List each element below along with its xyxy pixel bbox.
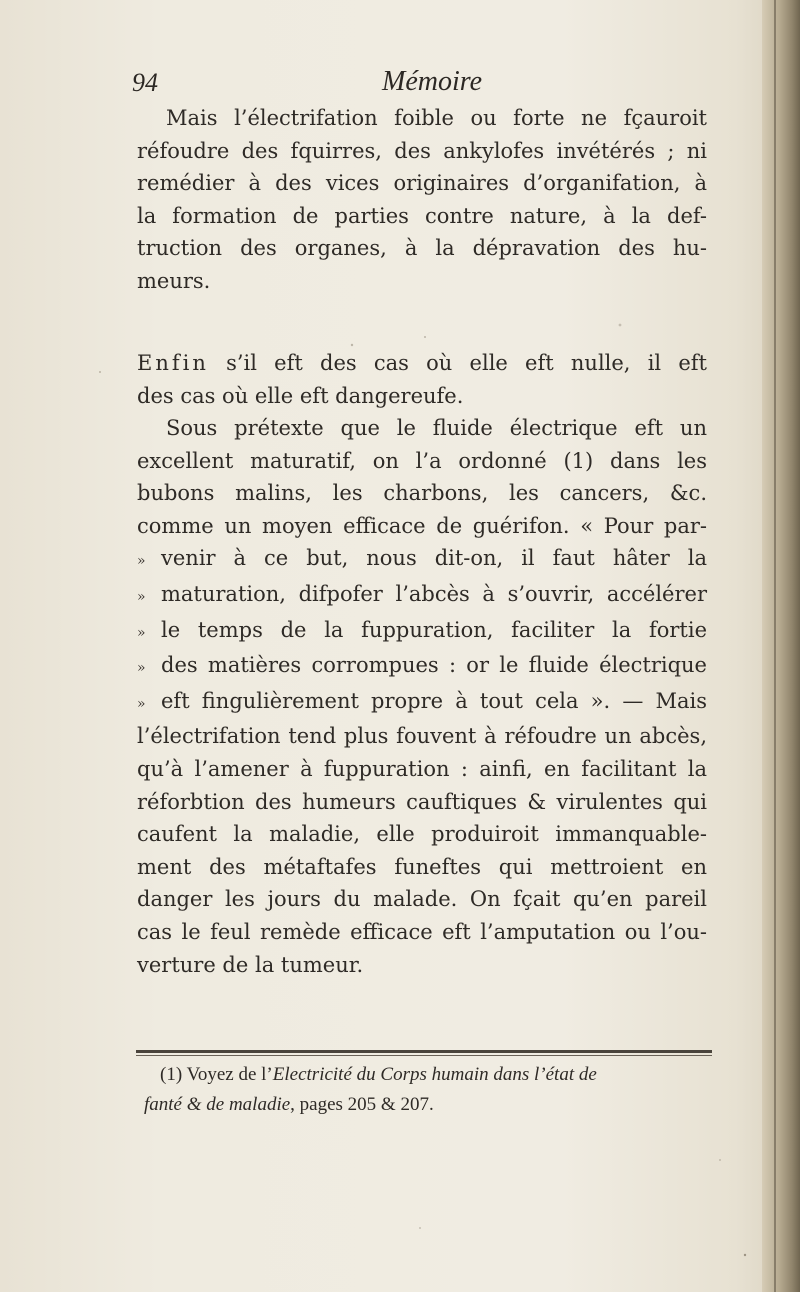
quote-mark: » [137,695,146,712]
running-title: Mémoire [382,66,483,97]
text-line [137,685,707,721]
footnote-marker: (1) [160,1064,183,1085]
paragraph-1 [137,102,707,298]
quote-mark: » [137,588,146,605]
text-line: cas le feul remède efficace eft l’amputation ou l’ou- [137,919,707,944]
text-line: Mais l’électrifation foible ou forte ne fçauroit [166,106,707,130]
text-line: remédier à des vices originaires d’organifation, à [137,171,707,196]
drop-lead-word: Enfin [137,351,209,375]
text-line: meurs. [137,268,211,293]
footnote-line [144,1090,710,1120]
text-line [137,614,707,650]
text-run: des matières corrompues : or le fluide électrique [161,653,707,678]
text-run: maturation, difpofer l’abcès à s’ouvrir, accélérer [161,581,707,606]
text-line: truction des organes, à la dépravation des hu- [137,236,707,261]
text-line [137,542,707,578]
text-line: ment des métaftafes funeftes qui mettroient en [137,854,707,879]
text-line: comme un moyen efficace de guérifon. « Pour par- [137,513,707,538]
quote-mark: » [137,553,146,570]
text-run: le temps de la fuppuration, faciliter la fortie [161,617,707,642]
quote-mark: » [137,660,146,677]
footnote-pages: , pages 205 & 207. [290,1094,434,1115]
page-binding-edge [762,0,800,1292]
footnote-title: Electricité du Corps humain dans l’état de [272,1064,597,1085]
text-line: caufent la maladie, elle produiroit immanquable- [137,822,707,847]
text-line: excellent maturatif, on l’a ordonné (1) dans les [137,448,707,473]
text-line: qu’à l’amener à fuppuration : ainfi, en facilitant la [137,756,707,781]
text-line [137,649,707,685]
page-number: 94 [132,68,158,97]
text-line [137,578,707,614]
text-run: venir à ce but, nous dit-on, il faut hâter la [161,546,707,571]
footnote-line [160,1060,710,1090]
footnote [144,1060,710,1120]
text-run: s’il eft des cas où elle eft nulle, il eft [208,351,707,375]
text-line: la formation de parties contre nature, à la def- [137,203,707,228]
text-run: eft fingulièrement propre à tout cela ». — Mais [161,688,707,713]
text-line: réforbtion des humeurs cauftiques & virulentes qui [137,789,707,814]
text-line: bubons malins, les charbons, les cancers, &c. [137,481,707,506]
paragraph-2 [137,347,707,412]
paragraph-3 [137,412,707,981]
footnote-rule [136,1050,712,1053]
footnote-rule-thin [136,1055,712,1056]
text-line: l’électrifation tend plus fouvent à réfoudre un abcès, [137,724,707,749]
text-line: verture de la tumeur. [137,952,364,977]
quote-mark: » [137,624,146,641]
text-line: danger les jours du malade. On fçait qu’en pareil [137,887,707,912]
footnote-text: Voyez de l’ [186,1064,273,1085]
text-line: Sous prétexte que le fluide électrique eft un [166,416,707,440]
binding-shadow-line [774,0,776,1292]
text-line: réfoudre des fquirres, des ankylofes invétérés ; ni [137,138,707,163]
text-line [137,347,707,380]
footnote-title-cont: fanté & de maladie [144,1094,291,1115]
text-line: des cas où elle eft dangereufe. [137,383,464,408]
